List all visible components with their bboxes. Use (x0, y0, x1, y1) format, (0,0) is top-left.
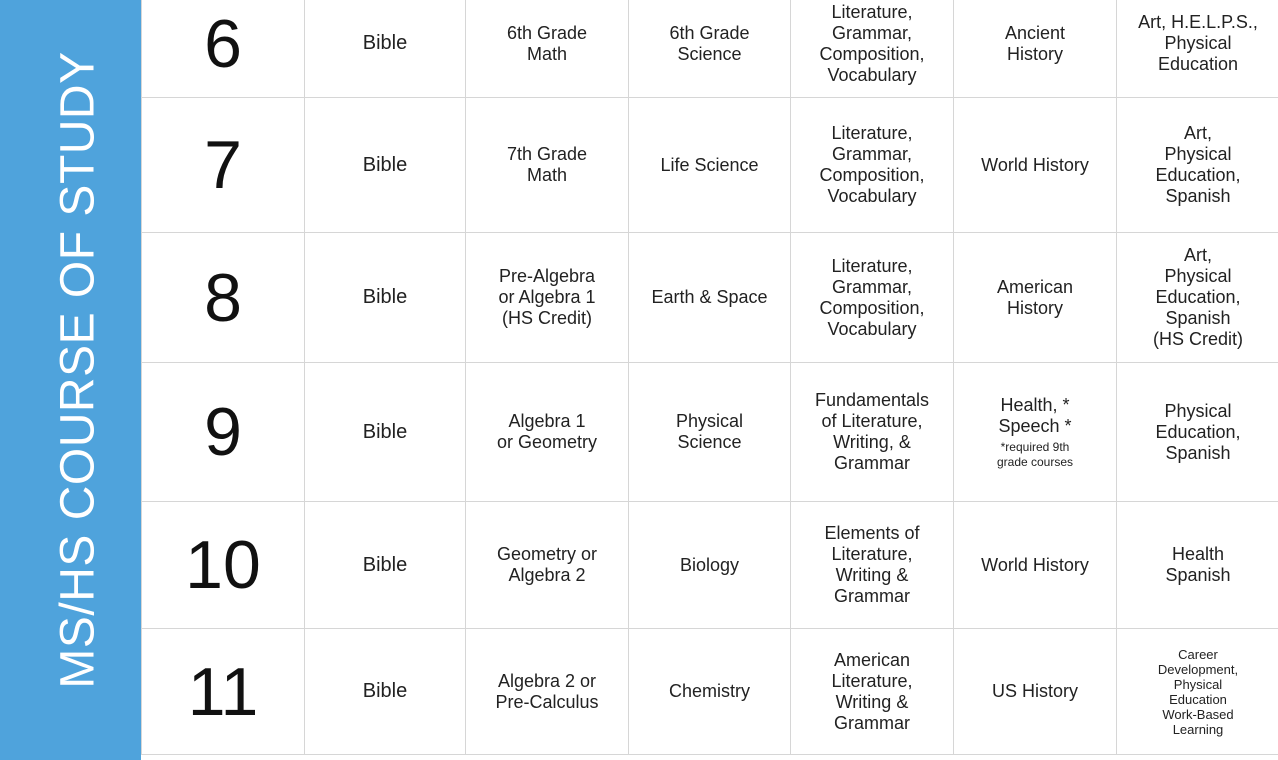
english-cell: Literature, Grammar, Composition, Vocabulary (791, 0, 954, 98)
bible-cell: Bible (305, 98, 466, 233)
english-cell: Fundamentals of Literature, Writing, & Grammar (791, 363, 954, 502)
science-cell: 6th Grade Science (629, 0, 791, 98)
side-title-band (0, 0, 141, 760)
bible-cell: Bible (305, 0, 466, 98)
bible-cell: Bible (305, 233, 466, 363)
math-cell: 7th Grade Math (466, 98, 629, 233)
grade-label: 7 (142, 98, 305, 233)
english-cell: Literature, Grammar, Composition, Vocabulary (791, 233, 954, 363)
grade-label: 10 (142, 502, 305, 629)
grade-label: 6 (142, 0, 305, 98)
science-cell: Biology (629, 502, 791, 629)
other-cell: Career Development, Physical Education Work-Based Learning (1117, 629, 1278, 755)
math-cell: Algebra 1 or Geometry (466, 363, 629, 502)
bible-cell: Bible (305, 363, 466, 502)
bible-cell: Bible (305, 629, 466, 755)
other-cell: Health Spanish (1117, 502, 1278, 629)
grade-label: 8 (142, 233, 305, 363)
grade-label: 11 (142, 629, 305, 755)
english-cell: Elements of Literature, Writing & Grammar (791, 502, 954, 629)
math-cell: Algebra 2 or Pre-Calculus (466, 629, 629, 755)
science-cell: Physical Science (629, 363, 791, 502)
history-cell: US History (954, 629, 1117, 755)
history-cell: Ancient History (954, 0, 1117, 98)
required-courses-note: *required 9th grade courses (996, 439, 1074, 469)
grade-label: 9 (142, 363, 305, 502)
other-cell: Art, Physical Education, Spanish (1117, 98, 1278, 233)
english-cell: American Literature, Writing & Grammar (791, 629, 954, 755)
science-cell: Earth & Space (629, 233, 791, 363)
history-cell-content (997, 395, 1073, 470)
science-cell: Life Science (629, 98, 791, 233)
other-cell: Physical Education, Spanish (1117, 363, 1278, 502)
math-cell: Pre-Algebra or Algebra 1 (HS Credit) (466, 233, 629, 363)
history-cell: World History (954, 502, 1117, 629)
science-cell: Chemistry (629, 629, 791, 755)
math-cell: Geometry or Algebra 2 (466, 502, 629, 629)
other-cell: Art, Physical Education, Spanish (HS Credit) (1117, 233, 1278, 363)
bible-cell: Bible (305, 502, 466, 629)
history-cell (954, 363, 1117, 502)
math-cell: 6th Grade Math (466, 0, 629, 98)
course-table (141, 0, 1278, 755)
history-cell-text: Health, * Speech * (998, 394, 1072, 436)
side-title: MS/HS COURSE OF STUDY (51, 51, 105, 689)
history-cell: World History (954, 98, 1117, 233)
english-cell: Literature, Grammar, Composition, Vocabulary (791, 98, 954, 233)
history-cell: American History (954, 233, 1117, 363)
other-cell: Art, H.E.L.P.S., Physical Education (1117, 0, 1278, 98)
